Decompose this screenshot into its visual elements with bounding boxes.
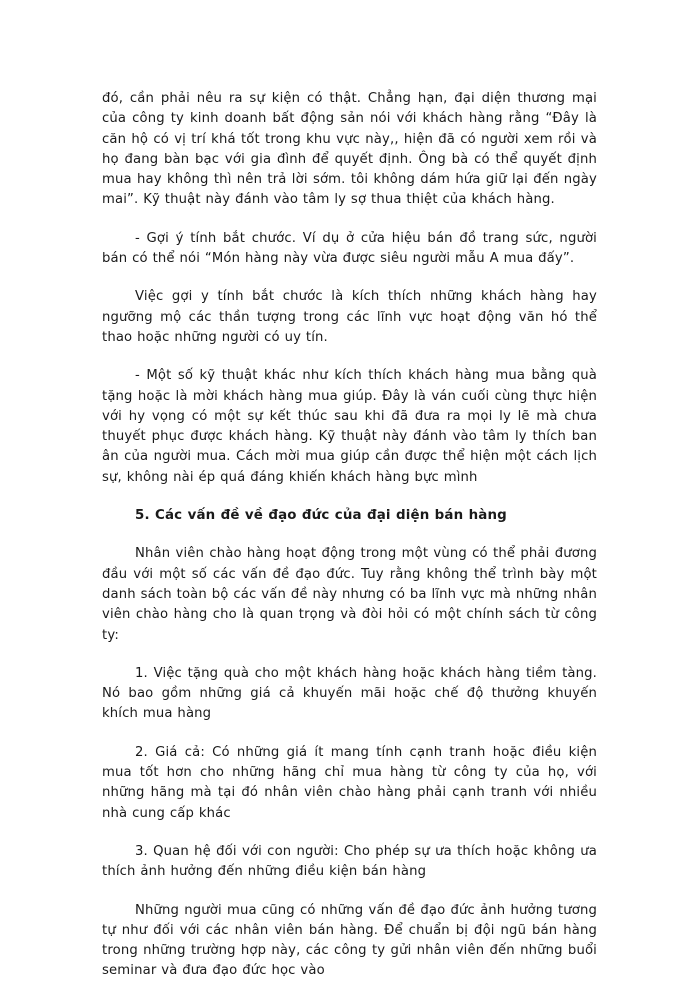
paragraph-buyers-ethics: Những người mua cũng có những vấn đề đạo đức ảnh hưởng tương tự như đối với các nhân viên bán hàng. Để chuẩn bị đội ngũ bán hàng trong những trường hợp này, các công ty gửi nhân viên đến những buổi seminar và đưa đạo đức học vào: [102, 902, 597, 979]
list-item-pricing: 2. Giá cả: Có những giá ít mang tính cạnh tranh hoặc điều kiện mua tốt hơn cho những hãng chỉ mua hàng từ công ty của họ, với những hãng mà tại đó nhân viên chào hàng phải cạnh tranh với nhiều nhà cung cấp khác: [102, 744, 597, 821]
paragraph-imitation-suggestion: - Gợi ý tính bắt chước. Ví dụ ở cửa hiệu bán đồ trang sức, người bán có thể nói “Món hàng này vừa được siêu người mẫu A mua đấy”.: [102, 230, 597, 267]
paragraph-imitation-explanation: Việc gợi y tính bắt chước là kích thích những khách hàng hay ngưỡng mộ các thần tượng trong các lĩnh vực hoạt động văn hó thể thao hoặc những người có uy tín.: [102, 289, 597, 345]
paragraph-other-techniques: - Một số kỹ thuật khác như kích thích khách hàng mua bằng quà tặng hoặc là mời khách hàng mua giúp. Đây là ván cuối cùng thực hiện với hy vọng có một sự kết thúc sau khi đã đưa ra mọi ly lẽ mà chưa thuyết phục được khách hàng. Kỹ thuật này đánh vào tâm ly thích ban ân của người mua. Cách mời mua giúp cần được thể hiện một cách lịch sự, không nài ép quá đáng khiến khách hàng bực mình: [102, 368, 597, 485]
paragraph-ethics-intro: Nhân viên chào hàng hoạt động trong một vùng có thể phải đương đầu với một số các vấn đề đạo đức. Tuy rằng không thể trình bày một danh sách toàn bộ các vấn đề này nhưng có ba lĩnh vực mà những nhân viên chào hàng cho là quan trọng và đòi hỏi có một chính sách từ công ty:: [102, 546, 597, 643]
document-page: [102, 89, 597, 1000]
paragraph-real-event-example: đó, cần phải nêu ra sự kiện có thật. Chẳng hạn, đại diện thương mại của công ty kinh doanh bất động sản nói với khách hàng rằng “Đây là căn hộ có vị trí khá tốt trong khu vực này,, hiện đã có người xem rồi và họ đang bàn bạc với gia đình để quyết định. Ông bà có thể quyết định mua hay không thì nên trả lời sớm. tôi không dám hứa giữ lại đến ngày mai”. Kỹ thuật này đánh vào tâm ly sợ thua thiệt của khách hàng.: [102, 91, 597, 208]
section-heading-ethics: 5. Các vấn đề về đạo đức của đại diện bán hàng: [135, 508, 507, 524]
list-item-relationships: 3. Quan hệ đối với con người: Cho phép sự ưa thích hoặc không ưa thích ảnh hưởng đến những điều kiện bán hàng: [102, 843, 597, 880]
list-item-gifts: 1. Việc tặng quà cho một khách hàng hoặc khách hàng tiềm tàng. Nó bao gồm những giá cả khuyến mãi hoặc chế độ thưởng khuyến khích mua hàng: [102, 665, 597, 722]
